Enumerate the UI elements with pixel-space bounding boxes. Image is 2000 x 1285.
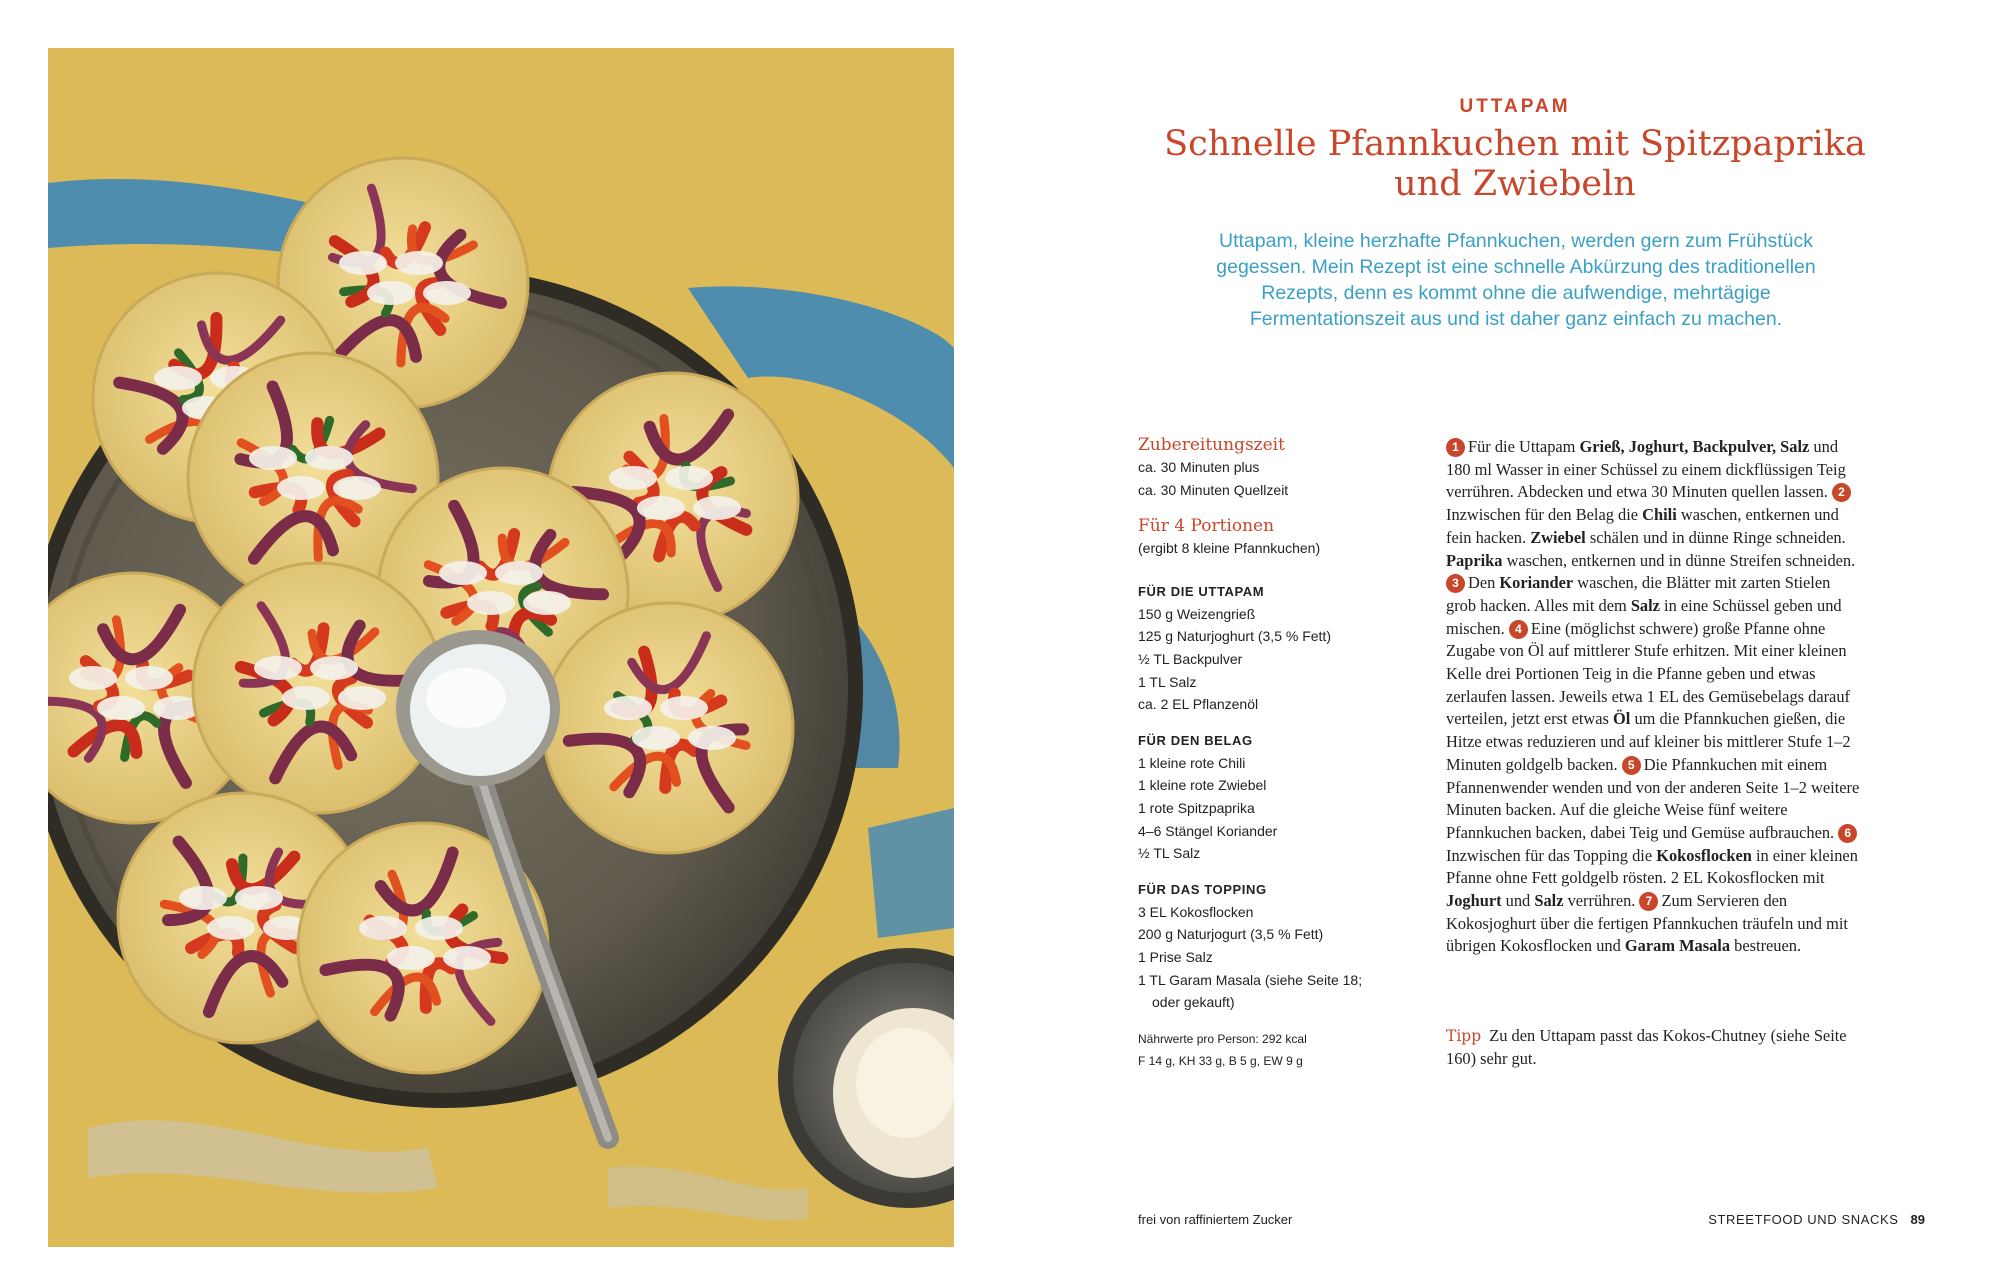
ingredient-group-heading: FÜR DEN BELAG [1138,732,1253,748]
step-text: bestreuen. [1730,936,1802,956]
pancake [543,603,793,853]
step-number-badge: 6 [1838,824,1857,843]
prep-time-line: ca. 30 Minuten Quellzeit [1138,481,1289,498]
ingredient-item: ½ TL Backpulver [1138,650,1243,667]
step-text: waschen, die Blätter mit zarten Stielen grob hacken. Alles mit dem [1446,573,1831,615]
ingredients-column [1138,434,1438,1072]
step-text: und 180 ml Wasser in einer Schüssel zu einem dickflüssigen Teig verrühren. Abdecken und etwa 30 Minuten quellen lassen. [1446,437,1846,502]
ingredient-group-heading: FÜR DIE UTTAPAM [1138,583,1265,599]
ingredient-item: 1 Prise Salz [1138,948,1213,965]
step-ingredient-bold: Grieß, Joghurt, Backpulver, Salz [1579,437,1810,456]
step-text: und [1501,891,1535,911]
nutrition-line: F 14 g, KH 33 g, B 5 g, EW 9 g [1138,1053,1303,1068]
step-number-badge: 5 [1622,756,1641,775]
recipe-intro: Uttapam, kleine herzhafte Pfannkuchen, werden gern zum Frühstück gegessen. Mein Rezept ist eine schnelle Abkürzung des traditionellen Rezepts, denn es kommt ohne die aufwendige, mehrtägige Fermentationszeit aus und ist daher ganz einfach zu machen. [1216,230,1816,330]
page-number: 89 [1910,1212,1925,1227]
step-ingredient-bold: Joghurt [1446,891,1502,911]
step-ingredient-bold: Chili [1642,505,1677,525]
step-text: schälen und in dünne Ringe schneiden. [1585,527,1846,547]
step-ingredient-bold: Garam Masala [1624,936,1731,956]
footer-section [1708,1212,1925,1227]
step-text: verrühren. [1563,891,1640,911]
ingredient-item: 1 kleine rote Chili [1138,754,1246,771]
tip-label: Tipp [1446,1027,1482,1045]
ingredient-item: ½ TL Salz [1138,845,1201,862]
step-text: Inzwischen für den Belag die [1446,505,1643,525]
step-text: waschen, entkernen und fein hacken. [1446,505,1839,547]
tip-text: Zu den Uttapam passt das Kokos-Chutney (siehe Seite 160) sehr gut. [1446,1026,1847,1068]
step-text: waschen, entkernen und in dünne Streifen schneiden. [1502,550,1856,570]
ingredient-item: 150 g Weizengrieß [1138,605,1256,622]
ingredient-item: ca. 2 EL Pflanzenöl [1138,696,1259,713]
step-ingredient-bold: Kokosflocken [1656,845,1752,865]
step-text: Die Pfannkuchen mit einem Pfannenwender wenden und von der anderen Seite 1–2 weitere Minuten backen. Auf die gleiche Weise fünf weitere Pfannkuchen backen, dabei Teig und Gemüse aufbrauchen. [1446,754,1860,842]
ingredient-group-heading: FÜR DAS TOPPING [1138,881,1267,897]
recipe-photo [48,48,954,1247]
step-ingredient-bold: Salz [1534,891,1564,911]
ingredient-item: oder gekauft) [1152,994,1235,1011]
step-text: Den [1468,573,1500,593]
step-text: Für die Uttapam [1468,437,1580,456]
step-text: Inzwischen für das Topping die [1446,845,1657,865]
prep-time-label: Zubereitungszeit [1138,435,1285,455]
ingredient-item: 1 kleine rote Zwiebel [1138,777,1267,794]
portions-note: (ergibt 8 kleine Pfannkuchen) [1138,540,1321,557]
footer-section-name: STREETFOOD UND SNACKS [1708,1212,1899,1227]
recipe-kicker: UTTAPAM [1459,96,1571,117]
step-text: in eine Schüssel geben und mischen. [1446,595,1842,638]
step-number-badge: 7 [1639,892,1658,911]
method-text [1446,436,1862,958]
step-ingredient-bold: Paprika [1446,550,1503,570]
step-number-badge: 2 [1832,483,1851,502]
tip-box [1446,1025,1862,1070]
footer-left-note: frei von raffiniertem Zucker [1138,1212,1293,1227]
ingredient-item: 1 rote Spitzpaprika [1138,799,1255,816]
ingredient-item: 1 TL Garam Masala (siehe Seite 18; [1138,971,1363,988]
recipe-title-line1: Schnelle Pfannkuchen mit Spitzpaprika [1164,124,1866,164]
ingredient-item: 1 TL Salz [1138,673,1197,690]
step-ingredient-bold: Zwiebel [1530,527,1586,547]
step-ingredient-bold: Koriander [1499,573,1574,593]
step-number-badge: 1 [1446,438,1465,457]
step-text: um die Pfannkuchen gießen, die Hitze etwas reduzieren und auf kleiner bis mittlerer Stufe 1–2 Minuten goldgelb backen. [1446,709,1851,774]
ingredient-item: 4–6 Stängel Koriander [1138,822,1278,839]
step-text: Eine (möglichst schwere) große Pfanne ohne Zugabe von Öl auf mittlerer Stufe erhitzen. Mit einer kleinen Kelle drei Portionen Teig in die Pfanne geben und etwas zerlaufen lassen. Jeweils etwa 1 EL des Gemüsebelags darauf verteilen, jetzt erst etwas [1446,618,1850,729]
ingredient-item: 3 EL Kokosflocken [1138,903,1254,920]
step-ingredient-bold: Öl [1613,709,1631,729]
recipe-title [1110,124,1920,204]
step-text: in einer kleinen Pfanne ohne Fett goldgelb rösten. 2 EL Kokosflocken mit [1446,845,1858,888]
portions-label: Für 4 Portionen [1138,516,1275,537]
ingredient-item: 200 g Naturjogurt (3,5 % Fett) [1138,926,1324,943]
step-ingredient-bold: Salz [1630,595,1660,615]
step-number-badge: 3 [1446,574,1465,593]
prep-time-line: ca. 30 Minuten plus [1138,459,1260,475]
nutrition-line: Nährwerte pro Person: 292 kcal [1138,1031,1307,1046]
ingredient-item: 125 g Naturjoghurt (3,5 % Fett) [1138,628,1331,645]
recipe-title-line2: und Zwiebeln [1394,164,1636,204]
step-number-badge: 4 [1509,620,1528,639]
step-text: Zum Servieren den Kokosjoghurt über die fertigen Pfannkuchen träufeln und mit übrigen Kokosflocken und [1446,891,1848,956]
